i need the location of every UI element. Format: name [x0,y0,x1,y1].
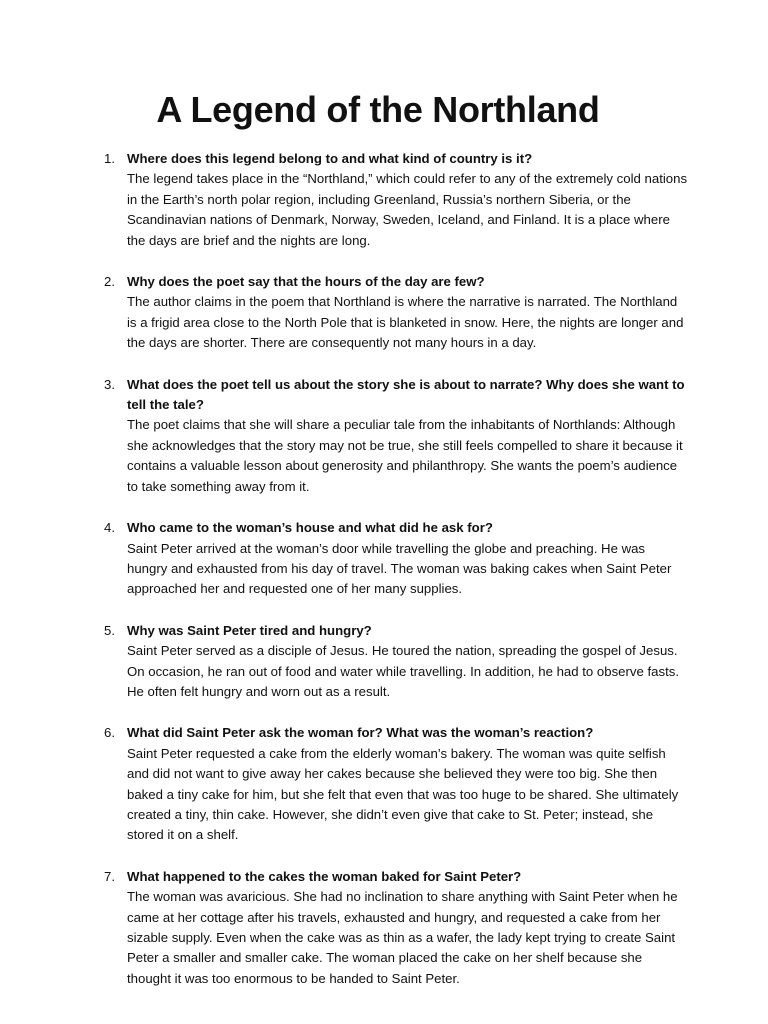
answer-text: The poet claims that she will share a peculiar tale from the inhabitants of Northlands: Although she acknowledges that the story may not be true, she still feels compelled to share it because it contains a valuable lesson about generosity and philanthropy. She wants the poem’s audience to take something away from it. [127,417,683,494]
question-answer-list [0,149,768,1010]
list-item [0,867,768,989]
item-number: 4. [104,520,115,536]
question-text: What does the poet tell us about the story she is about to narrate? Why does she want to tell the tale? [127,376,685,413]
list-item [0,272,768,354]
list-item [0,518,768,600]
page-title: A Legend of the Northland [156,89,600,130]
item-number: 7. [104,868,115,884]
question-text: What happened to the cakes the woman baked for Saint Peter? [127,868,522,884]
list-item [0,723,768,845]
answer-text: The legend takes place in the “Northland,” which could refer to any of the extremely cold nations in the Earth’s north polar region, including Greenland, Russia’s northern Siberia, or the Scandinavian nations of Denmark, Norway, Sweden, Iceland, and Finland. It is a place where the days are brief and the nights are long. [127,171,688,248]
list-item [0,621,768,703]
question-text: Where does this legend belong to and what kind of country is it? [127,151,533,166]
question-text: Why does the poet say that the hours of the day are few? [127,274,485,290]
list-item [0,375,768,497]
answer-text: The woman was avaricious. She had no inclination to share anything with Saint Peter when he came at her cottage after his travels, exhausted and hungry, and requested a cake from her sizable supply. Even when the cake was as thin as a wafer, the lady kept trying to create Saint Peter a smaller and smaller cake. The woman placed the cake on her shelf because she thought it was too enormous to be handed to Saint Peter. [127,889,678,986]
question-text: What did Saint Peter ask the woman for? What was the woman’s reaction? [127,725,594,741]
answer-text: Saint Peter served as a disciple of Jesus. He toured the nation, spreading the gospel of Jesus. On occasion, he ran out of food and water while travelling. In addition, he had to observe fasts. He often felt hungry and worn out as a result. [127,643,680,699]
question-text: Why was Saint Peter tired and hungry? [127,622,372,638]
item-number: 6. [104,725,115,741]
item-number: 5. [104,622,115,638]
answer-text: Saint Peter arrived at the woman’s door while travelling the globe and preaching. He was hungry and exhausted from his day of travel. The woman was baking cakes when Saint Peter approached her and requested one of her many supplies. [127,540,672,597]
item-number: 2. [104,274,115,290]
item-number: 3. [104,376,115,392]
answer-text: The author claims in the poem that Northland is where the narrative is narrated. The Northland is a frigid area close to the North Pole that is blanketed in snow. Here, the nights are longer and the days are shorter. There are consequently not many hours in a day. [127,294,684,351]
item-number: 1. [104,151,115,166]
list-item [0,149,768,251]
question-text: Who came to the woman’s house and what did he ask for? [127,520,493,536]
answer-text: Saint Peter requested a cake from the elderly woman’s bakery. The woman was quite selfish and did not want to give away her cakes because she believed they were too big. She then baked a tiny cake for him, but she felt that even that was too huge to be shared. She ultimately created a tiny, thin cake. However, she didn’t even give that cake to St. Peter; instead, she stored it on a shelf. [127,745,679,843]
